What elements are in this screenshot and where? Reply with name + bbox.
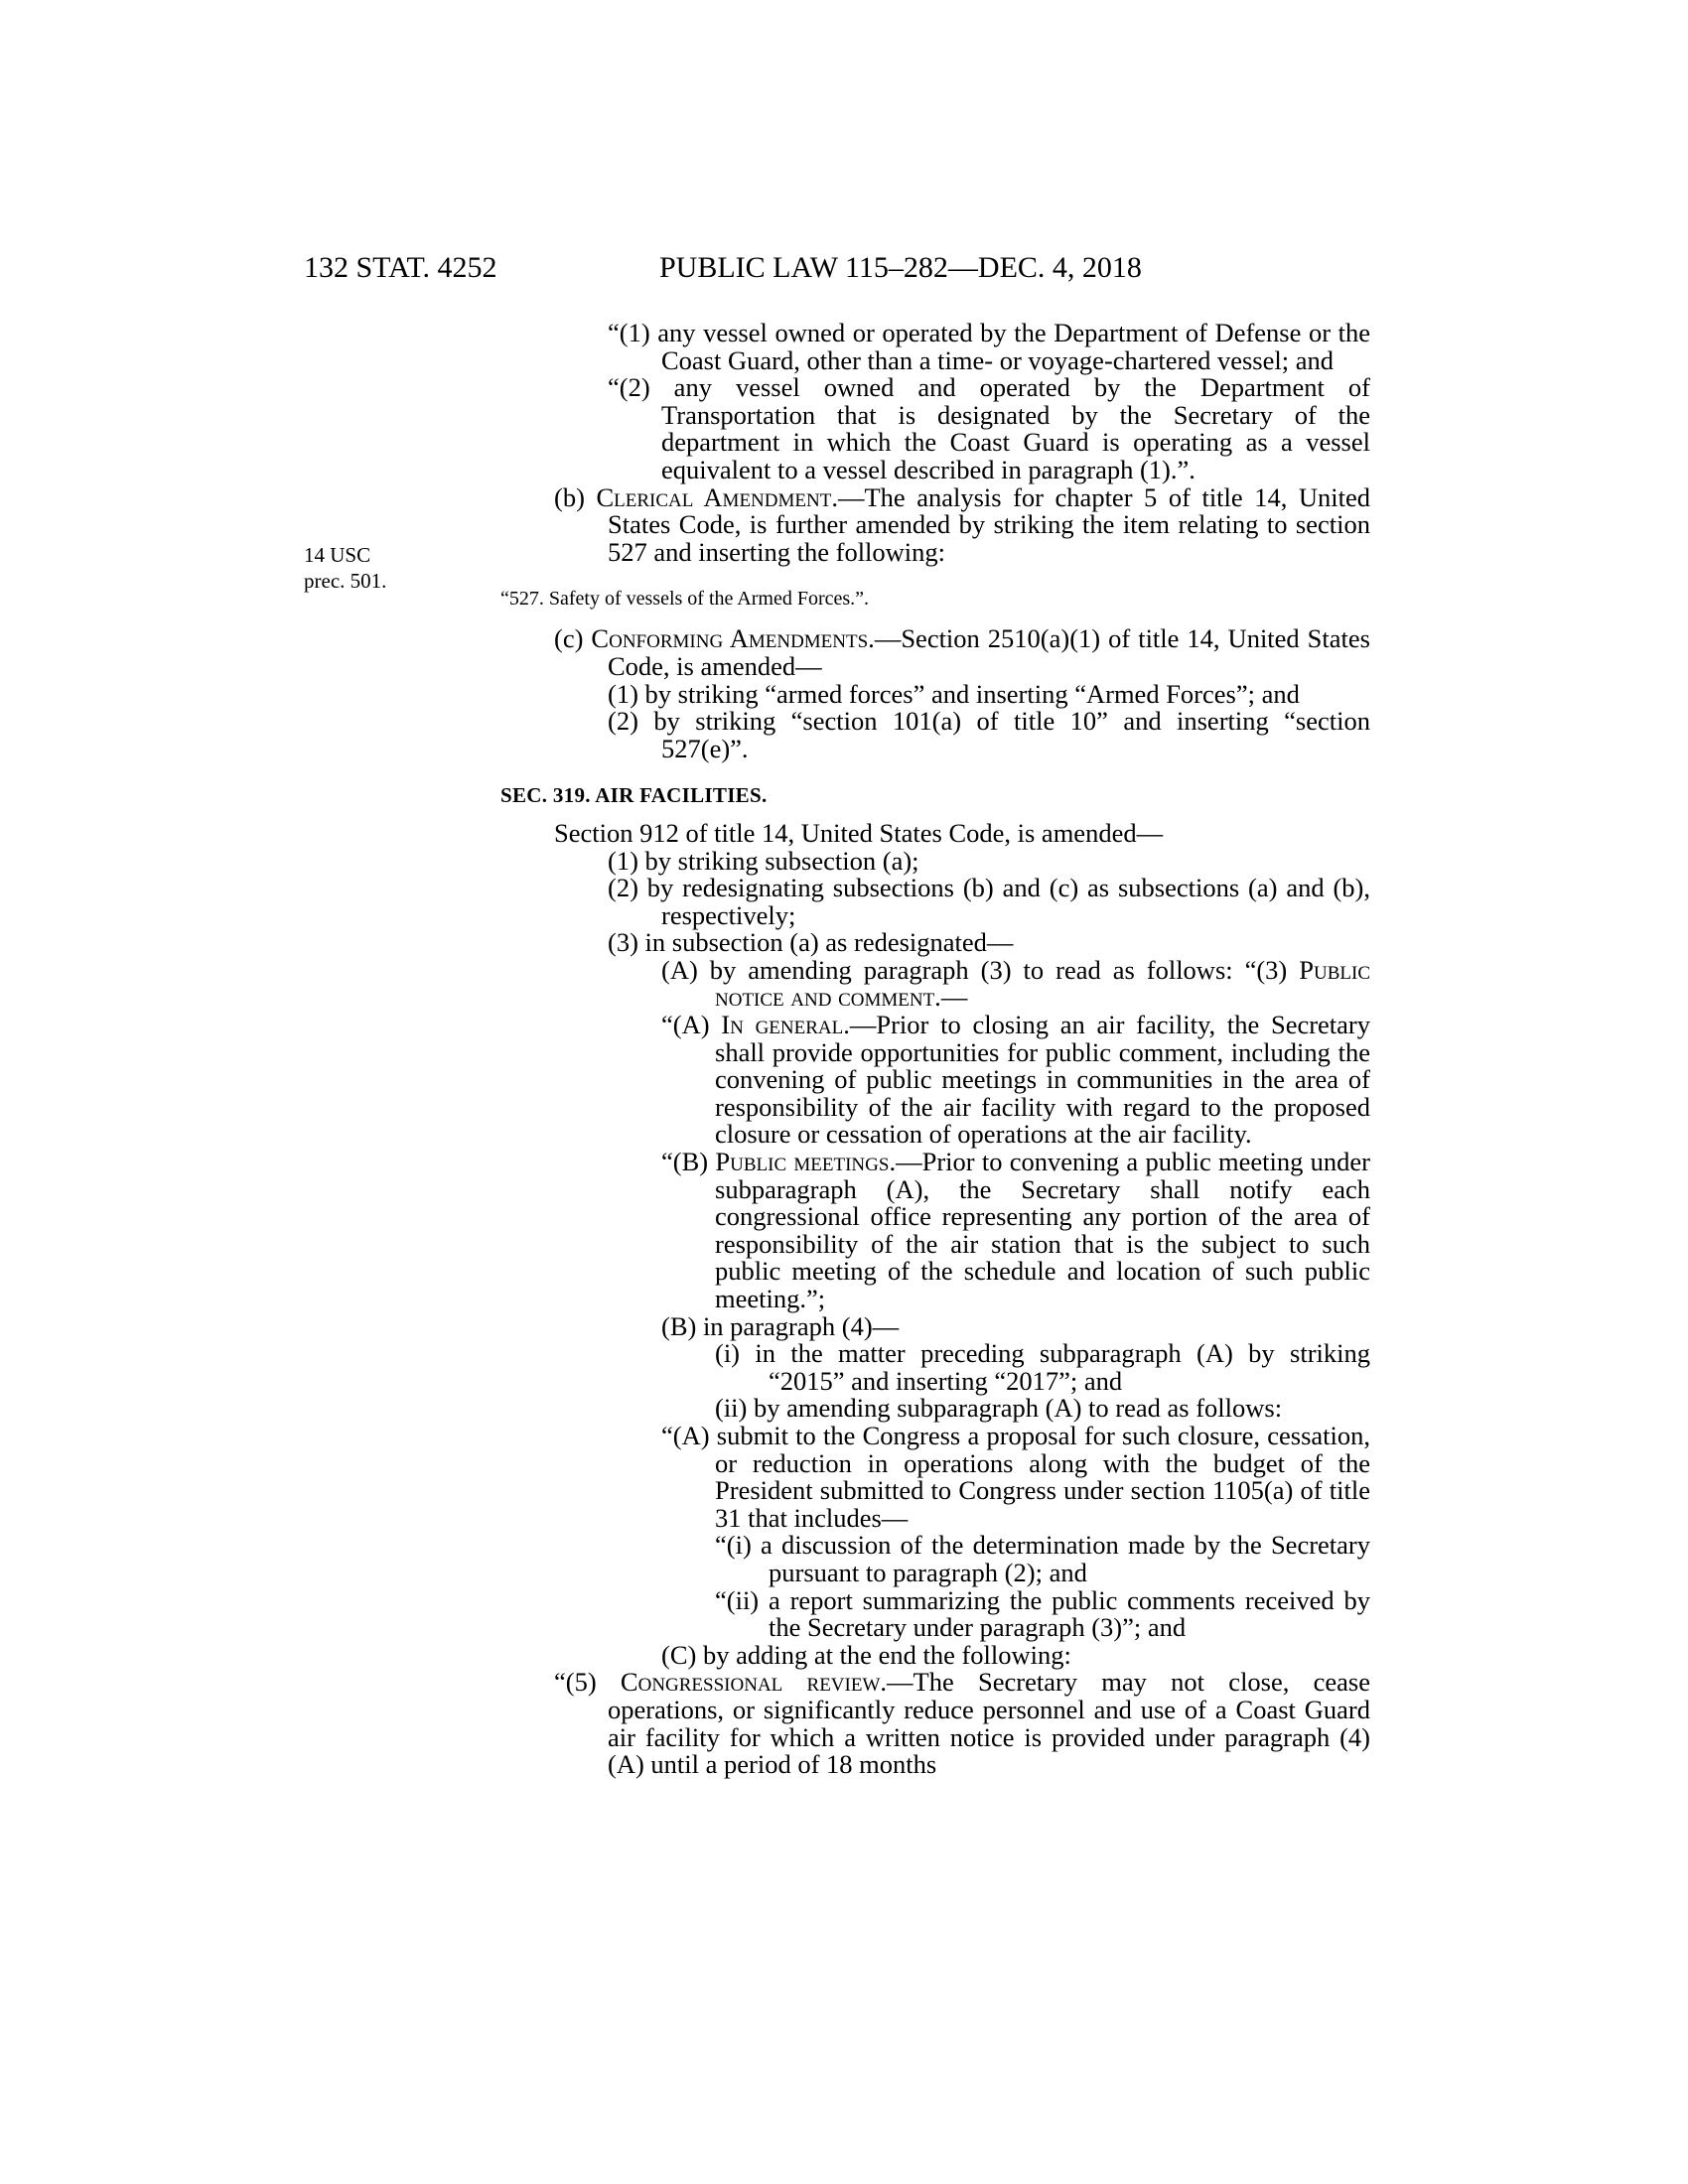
paragraph-heading: Clerical Amendment.: [596, 481, 838, 512]
paragraph-heading: Public meetings.: [715, 1147, 897, 1177]
paragraph: [500, 954, 1370, 1013]
paragraph-text: —Section 2510(a)(1) of title 14, United States Code, is amended—: [608, 623, 1370, 681]
paragraph: (1) by striking “armed forces” and inserting “Armed Forces”; and: [608, 678, 1300, 709]
body-text: [500, 320, 1370, 1779]
running-header-title: PUBLIC LAW 115–282—DEC. 4, 2018: [659, 251, 1142, 284]
paragraph: (ii) by amending subparagraph (A) to read as follows:: [715, 1393, 1283, 1424]
margin-note-line: prec. 501.: [304, 569, 387, 593]
paragraph: “(i) a discussion of the determination made by the Secretary pursuant to paragraph (2); and: [715, 1530, 1370, 1587]
paragraph-text: —Prior to convening a public meeting under subparagraph (A), the Secretary shall notify each congressional office representing any portion of the area of responsibility of the air station that is the subject to such public meeting of the schedule and location of such public meeting.”;: [715, 1147, 1370, 1313]
section-heading: SEC. 319. AIR FACILITIES.: [500, 783, 768, 808]
paragraph-heading: Conforming Amendments.: [591, 623, 875, 654]
paragraph: “(1) any vessel owned or operated by the Department of Defense or the Coast Guard, other than a time- or voyage-chartered vessel; and: [608, 318, 1370, 375]
paragraph-text: —Prior to closing an air facility, the Secretary shall provide opportunities for public comment, including the convening of public meetings in communities in the area of responsibility of the air facility with regard to the proposed closure or cessation of operations at the air facility.: [715, 1010, 1370, 1150]
paragraph-text: —The Secretary may not close, cease operations, or significantly reduce personnel and use of a Coast Guard air facility for which a written notice is provided under paragraph (4)(A) until a period of 18 months: [608, 1667, 1370, 1780]
paragraph: (i) in the matter preceding subparagraph (A) by striking “2015” and inserting “2017”; and: [715, 1338, 1370, 1396]
paragraph: (3) in subsection (a) as redesignated—: [608, 927, 1014, 958]
paragraph-text: —: [940, 982, 968, 1013]
paragraph-prefix: “(B): [661, 1147, 716, 1177]
paragraph: “(A) submit to the Congress a proposal for such closure, cessation, or reduction in operations along with the budget of the President submitted to Congress under section 1105(a) of title 31 that includes—: [661, 1420, 1370, 1533]
paragraph-prefix: (b): [554, 481, 597, 512]
paragraph-prefix: “(5): [554, 1667, 621, 1698]
analysis-item: “527. Safety of vessels of the Armed Forces.”.: [500, 588, 870, 611]
paragraph: (B) in paragraph (4)—: [661, 1310, 900, 1341]
paragraph: [500, 625, 1370, 680]
paragraph: [500, 481, 1370, 567]
paragraph-heading: Congressional review.: [620, 1667, 888, 1698]
paragraph: [500, 1669, 1370, 1778]
margin-note: [304, 542, 386, 594]
paragraph-text: —The analysis for chapter 5 of title 14, United States Code, is further amended by striking the item relating to section 527 and inserting the following:: [608, 481, 1370, 567]
paragraph-prefix: “(A): [661, 1010, 722, 1040]
paragraph-prefix: (c): [554, 623, 592, 654]
paragraph: “(2) any vessel owned and operated by the Department of Transportation that is designated by the Secretary of the department in which the Coast Guard is operating as a vessel equivalent to a vessel described in paragraph (1).”.: [608, 372, 1370, 484]
paragraph: [500, 1012, 1370, 1149]
margin-note-line: 14 USC: [304, 543, 371, 567]
paragraph: (2) by redesignating subsections (b) and (c) as subsections (a) and (b), respectively;: [608, 873, 1370, 930]
paragraph: Section 912 of title 14, United States Code, is amended—: [554, 817, 1164, 848]
paragraph-heading: Public notice and comment.: [715, 954, 1370, 1013]
paragraph: (C) by adding at the end the following:: [661, 1639, 1071, 1670]
paragraph: (1) by striking subsection (a);: [608, 845, 919, 876]
page-reference: 132 STAT. 4252: [304, 251, 497, 284]
paragraph: “(ii) a report summarizing the public comments received by the Secretary under paragraph (3)”; and: [715, 1584, 1370, 1643]
paragraph-heading: In general.: [721, 1010, 850, 1040]
paragraph-text: (A) by amending paragraph (3) to read as follows: “(3): [661, 954, 1300, 985]
paragraph: (2) by striking “section 101(a) of title 10” and inserting “section 527(e)”.: [608, 706, 1370, 763]
paragraph: [500, 1149, 1370, 1313]
